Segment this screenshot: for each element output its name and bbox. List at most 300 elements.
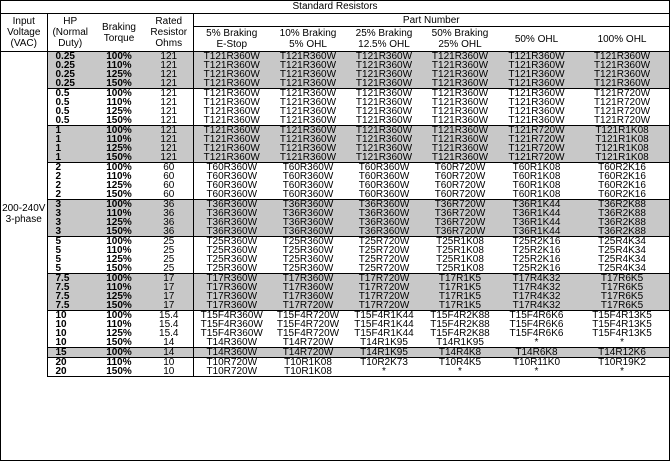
part-number-cell: T60R360W (270, 190, 346, 200)
braking-torque-cell: 110% (106, 172, 132, 181)
part-number-cell: T17R6K5 (575, 274, 669, 284)
part-number-cell: T17R720W (346, 292, 422, 301)
part-number-cell: T14R1K95 (346, 348, 422, 358)
table-row (1, 116, 669, 126)
part-number-cell: T17R720W (346, 274, 422, 284)
table-row (1, 246, 669, 255)
hp-cell: 15 (47, 348, 93, 358)
table-row (1, 274, 669, 284)
part-number-cell: T60R360W (193, 190, 270, 200)
braking-torque-cell: 100% (106, 162, 132, 172)
part-number-cell: T14R4K8 (422, 348, 498, 358)
part-number-cell: T121R360W (193, 153, 270, 163)
part-number-cell: T17R4K32 (498, 283, 575, 292)
part-number-cell: T10R1K08 (270, 367, 346, 377)
table-row (1, 311, 669, 321)
braking-torque-cell: 100% (106, 236, 132, 246)
table-row (1, 153, 669, 163)
table-row (1, 98, 669, 107)
part-number-cell: T121R360W (575, 61, 669, 70)
table-row (1, 172, 669, 181)
part-number-cell: T17R6K5 (575, 292, 669, 301)
part-number-cell: T121R360W (498, 70, 575, 79)
braking-torque-cell: 125% (93, 144, 145, 153)
part-number-cell: T36R2K88 (575, 209, 669, 218)
part-number-cell: T36R1K44 (498, 218, 575, 227)
braking-torque-cell: 100% (106, 310, 132, 320)
table-row (1, 209, 669, 218)
rated-ohms-cell: 121 (145, 135, 193, 144)
braking-torque-cell: 110% (93, 135, 145, 144)
rated-ohms-cell: 17 (145, 274, 193, 284)
table-row (1, 107, 669, 116)
braking-torque-cell: 110% (93, 61, 145, 70)
braking-torque-cell: 110% (93, 209, 145, 218)
part-number-cell: T121R360W (431, 107, 489, 116)
rated-ohms-cell: 25 (145, 246, 193, 255)
hp-cell: 0.5 (55, 107, 70, 116)
part-number-cell: T15F4R6K6 (509, 329, 564, 338)
rated-ohms-cell: 14 (145, 338, 193, 348)
part-number-cell: T17R360W (193, 292, 270, 301)
part-number-cell: T60R1K08 (512, 162, 561, 172)
hp-cell: 20 (55, 357, 67, 367)
braking-torque-cell: 100% (93, 52, 145, 62)
part-number-cell: T121R360W (270, 153, 346, 163)
part-number-cell: T14R12K6 (575, 348, 669, 358)
rated-ohms-cell: 36 (145, 218, 193, 227)
part-number-cell: T60R720W (422, 190, 498, 200)
part-column-header: 25% Braking 12.5% OHL (346, 27, 422, 52)
part-number-cell: T25R4K34 (598, 236, 646, 246)
part-number-cell: T17R1K5 (422, 283, 498, 292)
part-number-cell: T25R360W (270, 264, 346, 274)
part-number-cell: T36R360W (346, 218, 422, 227)
part-number-cell: T36R360W (346, 227, 422, 237)
hp-cell: 5 (55, 255, 62, 264)
rated-ohms-cell: 10 (145, 358, 193, 368)
part-number-cell: T36R360W (270, 227, 346, 237)
rated-ohms-cell: 25 (145, 264, 193, 274)
part-number-cell: T60R360W (206, 181, 258, 190)
table-row (1, 348, 669, 358)
hp-cell: 2 (55, 162, 62, 172)
part-number-cell: T121R360W (575, 70, 669, 79)
part-number-cell: T36R360W (346, 200, 422, 210)
hp-cell: 0.5 (55, 88, 70, 98)
rated-ohms-cell: 10 (145, 367, 193, 377)
braking-torque-cell: 125% (106, 329, 132, 338)
part-number-cell: T60R2K16 (598, 181, 646, 190)
part-number-cell: T36R1K44 (498, 200, 575, 210)
table-row (1, 237, 669, 247)
part-number-cell: T121R360W (498, 52, 575, 62)
braking-torque-cell: 100% (106, 88, 132, 98)
part-number-cell: T10R19K2 (598, 357, 646, 367)
part-number-cell: T60R360W (358, 172, 410, 181)
braking-torque-cell: 100% (93, 274, 145, 284)
part-number-cell: T36R2K88 (575, 218, 669, 227)
part-number-cell: T36R360W (193, 209, 270, 218)
part-number-cell: T121R360W (346, 144, 422, 153)
part-number-cell: T121R360W (575, 52, 669, 62)
part-number-cell: T10R720W (193, 367, 270, 377)
part-number-cell: T121R720W (575, 116, 669, 126)
braking-torque-cell: 125% (93, 218, 145, 227)
part-number-cell: T36R360W (193, 227, 270, 237)
hp-cell: 7.5 (47, 283, 93, 292)
part-number-cell: T17R720W (346, 301, 422, 311)
hp-cell: 1 (47, 135, 93, 144)
table-row (1, 52, 669, 62)
part-number-cell: T121R1K08 (575, 153, 669, 163)
hp-cell: 10 (47, 338, 93, 348)
hp-cell: 0.25 (47, 61, 93, 70)
part-column-header: 5% Braking E-Stop (193, 27, 270, 52)
part-number-cell: T121R360W (270, 116, 346, 126)
part-number-cell: T25R4K34 (598, 255, 646, 264)
table-row (1, 135, 669, 144)
part-number-cell: T36R720W (422, 227, 498, 237)
table-row (1, 338, 669, 348)
part-number-cell: T60R360W (346, 190, 422, 200)
part-number-cell: T17R360W (193, 274, 270, 284)
part-number-cell: T15F4R360W (200, 320, 263, 329)
part-number-cell: T17R4K32 (498, 301, 575, 311)
hp-cell: 0.5 (47, 116, 93, 126)
rated-ohms-cell: 121 (145, 52, 193, 62)
part-number-cell: T14R720W (270, 348, 346, 358)
part-number-cell: T25R1K08 (422, 264, 498, 274)
part-number-cell: T17R360W (270, 292, 346, 301)
hp-cell: 2 (55, 181, 62, 190)
part-number-cell: * (575, 338, 669, 348)
part-number-cell: T25R720W (346, 264, 422, 274)
part-number-cell: T10R720W (206, 357, 258, 367)
braking-torque-cell: 110% (93, 283, 145, 292)
part-number-cell: T36R360W (193, 200, 270, 210)
part-number-cell: T15F4R6K6 (509, 310, 564, 320)
part-number-cell: T121R360W (346, 70, 422, 79)
rated-ohms-cell: 15.4 (145, 311, 193, 321)
part-number-cell: T121R1K08 (575, 135, 669, 144)
hp-cell: 2 (47, 190, 93, 200)
part-number-cell: T121R360W (346, 135, 422, 144)
rated-ohms-cell: 60 (145, 190, 193, 200)
part-number-cell: T15F4R1K44 (354, 320, 414, 329)
part-number-cell: T121R360W (508, 98, 565, 107)
part-number-cell: T121R1K08 (575, 144, 669, 153)
part-number-cell: T60R360W (282, 172, 334, 181)
part-number-cell: T121R360W (346, 52, 422, 62)
rated-ohms-cell: 25 (145, 237, 193, 247)
rated-ohms-cell: 36 (145, 227, 193, 237)
part-number-cell: T121R360W (422, 61, 498, 70)
table-row (1, 367, 669, 377)
part-number-cell: T121R360W (193, 70, 270, 79)
braking-torque-cell: 125% (93, 70, 145, 79)
hp-cell: 0.5 (55, 98, 70, 107)
braking-torque-cell: 100% (93, 126, 145, 136)
hp-cell: 20 (47, 367, 93, 377)
part-number-cell: T121R720W (593, 107, 651, 116)
part-number-cell: T121R360W (422, 126, 498, 136)
rated-ohms-cell: 17 (145, 301, 193, 311)
part-number-cell: T121R360W (270, 79, 346, 89)
part-number-cell: T121R360W (422, 52, 498, 62)
part-number-cell: T36R720W (422, 200, 498, 210)
rated-ohms-cell: 60 (145, 172, 193, 181)
part-number-cell: T121R360W (279, 88, 337, 98)
hp-cell: 1 (47, 144, 93, 153)
part-number-cell: T60R360W (358, 162, 410, 172)
part-column-header: 50% Braking 25% OHL (422, 27, 498, 52)
hp-cell: 10 (55, 310, 67, 320)
part-number-cell: T60R1K08 (512, 181, 561, 190)
part-number-cell: * (498, 367, 575, 377)
part-number-cell: T121R360W (270, 61, 346, 70)
part-number-cell: T14R360W (193, 338, 270, 348)
table-row (1, 181, 669, 190)
part-number-cell: T121R360W (270, 126, 346, 136)
part-number-cell: T121R360W (203, 107, 260, 116)
part-number-cell: T15F4R720W (276, 320, 340, 329)
part-number-cell: * (422, 367, 498, 377)
part-column-header: 50% OHL (498, 27, 575, 52)
braking-torque-cell: 125% (106, 255, 132, 264)
part-number-cell: T121R720W (593, 98, 651, 107)
part-number-header: Part Number (193, 14, 669, 27)
part-number-cell: T36R720W (422, 218, 498, 227)
part-number-cell: T14R360W (193, 348, 270, 358)
part-number-cell: T121R720W (498, 126, 575, 136)
table-row (1, 61, 669, 70)
part-number-cell: T25R360W (206, 255, 258, 264)
part-number-cell: T36R360W (270, 209, 346, 218)
part-number-cell: T25R2K16 (512, 255, 561, 264)
part-number-cell: T121R360W (346, 79, 422, 89)
part-number-cell: T15F4R2K88 (430, 320, 490, 329)
part-number-cell: T14R1K95 (422, 338, 498, 348)
part-number-cell: T60R360W (206, 162, 258, 172)
part-number-cell: T36R360W (346, 209, 422, 218)
part-number-cell: T36R360W (270, 200, 346, 210)
part-number-cell: T121R360W (193, 135, 270, 144)
part-number-cell: T15F4R720W (276, 310, 340, 320)
part-number-cell: T121R360W (193, 144, 270, 153)
part-number-cell: T60R360W (282, 181, 334, 190)
input-voltage-cell: 200-240V 3-phase (1, 52, 47, 377)
braking-torque-cell: 125% (106, 107, 132, 116)
part-number-cell: T15F4R13K5 (592, 310, 652, 320)
part-number-cell: T17R4K32 (498, 292, 575, 301)
part-number-cell: T121R360W (193, 52, 270, 62)
braking-torque-cell: 150% (93, 153, 145, 163)
braking-torque-cell: 125% (93, 292, 145, 301)
part-number-cell: T121R720W (593, 88, 651, 98)
part-number-cell: T17R720W (270, 301, 346, 311)
hp-cell: 7.5 (47, 292, 93, 301)
part-number-cell: T60R1K08 (498, 190, 575, 200)
part-number-cell: T121R720W (498, 153, 575, 163)
part-number-cell: T17R6K5 (575, 301, 669, 311)
input-voltage-header: Input Voltage (VAC) (1, 14, 47, 52)
part-number-cell: T25R1K08 (436, 236, 484, 246)
hp-cell: 1 (47, 153, 93, 163)
part-number-cell: T121R360W (508, 88, 565, 98)
part-number-cell: * (346, 367, 422, 377)
part-number-cell: T121R360W (193, 61, 270, 70)
part-number-cell: T17R720W (346, 283, 422, 292)
table-row (1, 255, 669, 264)
braking-torque-cell: 150% (93, 227, 145, 237)
braking-torque-cell: 125% (106, 181, 132, 190)
table-row (1, 264, 669, 274)
part-number-cell: T25R2K16 (512, 246, 561, 255)
hp-cell: 0.25 (47, 52, 93, 62)
braking-torque-cell: 150% (93, 190, 145, 200)
hp-cell: 0.25 (47, 70, 93, 79)
part-number-cell: T121R360W (422, 116, 498, 126)
braking-torque-cell: 150% (93, 264, 145, 274)
part-number-cell: T36R1K44 (498, 209, 575, 218)
rated-ohms-cell: 121 (145, 144, 193, 153)
part-number-cell: T60R360W (358, 181, 410, 190)
rated-ohms-cell: 15.4 (145, 329, 193, 338)
standard-resistors-table (1, 1, 669, 377)
part-number-cell: T121R360W (346, 153, 422, 163)
part-number-cell: T25R360W (206, 236, 258, 246)
part-number-cell: T60R2K16 (598, 172, 646, 181)
braking-torque-cell: 150% (93, 79, 145, 89)
part-number-cell: T121R360W (498, 61, 575, 70)
part-number-cell: T121R360W (203, 98, 260, 107)
table-row (1, 190, 669, 200)
rated-ohms-cell: 25 (145, 255, 193, 264)
part-number-cell: T17R1K5 (422, 292, 498, 301)
part-number-cell: T121R360W (431, 88, 489, 98)
part-number-cell: T17R360W (270, 283, 346, 292)
rated-ohms-cell: 121 (145, 79, 193, 89)
part-number-cell: * (575, 367, 669, 377)
braking-torque-cell: 100% (93, 348, 145, 358)
part-number-cell: T10R4K5 (438, 357, 482, 367)
hp-cell: 7.5 (47, 301, 93, 311)
part-number-cell: T60R2K16 (598, 162, 646, 172)
part-number-cell: T14R720W (270, 338, 346, 348)
part-number-cell: T121R360W (422, 79, 498, 89)
part-number-cell: T60R720W (434, 172, 486, 181)
table-row (1, 89, 669, 99)
part-number-cell: T15F4R2K88 (430, 329, 490, 338)
hp-cell: 2 (55, 172, 62, 181)
part-number-cell: T121R720W (498, 144, 575, 153)
part-number-cell: T25R720W (358, 246, 410, 255)
table-row (1, 358, 669, 368)
hp-cell: 3 (47, 227, 93, 237)
part-number-cell: T25R360W (282, 236, 334, 246)
rated-ohms-cell: 14 (145, 348, 193, 358)
rated-ohms-cell: 121 (145, 70, 193, 79)
rated-ohms-cell: 36 (145, 200, 193, 210)
part-column-header: 100% OHL (575, 27, 669, 52)
part-number-cell: T121R360W (422, 135, 498, 144)
part-number-cell: T15F4R13K5 (592, 329, 652, 338)
hp-cell: 0.25 (47, 79, 93, 89)
table-row (1, 144, 669, 153)
table-row (1, 200, 669, 210)
part-number-cell: T25R360W (282, 246, 334, 255)
hp-cell: 7.5 (47, 274, 93, 284)
part-number-cell: T17R360W (193, 283, 270, 292)
part-number-cell: T60R720W (434, 181, 486, 190)
part-number-cell: T10R1K08 (284, 357, 332, 367)
part-number-cell: T121R360W (508, 107, 565, 116)
part-number-cell: T17R360W (270, 274, 346, 284)
hp-cell: 5 (55, 246, 62, 255)
hp-cell: 3 (47, 200, 93, 210)
part-number-cell: T36R360W (270, 218, 346, 227)
part-number-cell: T121R360W (346, 116, 422, 126)
table-row (1, 126, 669, 136)
braking-torque-cell: 100% (93, 200, 145, 210)
part-number-cell: T121R360W (422, 153, 498, 163)
part-number-cell: T36R360W (193, 218, 270, 227)
part-number-cell: T17R4K32 (498, 274, 575, 284)
braking-torque-cell: 150% (93, 116, 145, 126)
rated-ohms-cell: 121 (145, 126, 193, 136)
rated-ohms-cell: 121 (145, 153, 193, 163)
table-row (1, 163, 669, 173)
table-row (1, 329, 669, 338)
table-row (1, 292, 669, 301)
rated-ohms-cell: 60 (145, 163, 193, 173)
part-number-cell: T15F4R6K6 (509, 320, 564, 329)
table-row (1, 320, 669, 329)
table-row (1, 79, 669, 89)
part-number-cell: T17R1K5 (422, 301, 498, 311)
part-number-cell: T36R2K88 (575, 227, 669, 237)
part-number-cell: T121R360W (422, 144, 498, 153)
hp-cell: 10 (55, 329, 67, 338)
part-number-cell: T36R720W (422, 209, 498, 218)
part-number-cell: T14R6K8 (498, 348, 575, 358)
part-column-header: 10% Braking 5% OHL (270, 27, 346, 52)
part-number-cell: T25R360W (282, 255, 334, 264)
braking-torque-cell: 110% (106, 357, 132, 367)
braking-torque-cell: 150% (93, 367, 145, 377)
braking-torque-cell: 150% (93, 301, 145, 311)
part-number-cell: T121R360W (193, 126, 270, 136)
braking-torque-header: Braking Torque (93, 14, 145, 52)
part-number-cell: T25R2K16 (512, 236, 561, 246)
part-number-cell: T121R360W (270, 70, 346, 79)
rated-ohms-cell: 121 (145, 61, 193, 70)
part-number-cell: T25R720W (358, 255, 410, 264)
part-number-cell: T10R2K73 (360, 357, 408, 367)
part-number-cell: T15F4R13K5 (592, 320, 652, 329)
part-number-cell: T25R2K16 (498, 264, 575, 274)
table-row (1, 218, 669, 227)
part-number-cell: T15F4R720W (276, 329, 340, 338)
hp-cell: 5 (47, 264, 93, 274)
hp-cell: 1 (47, 126, 93, 136)
part-number-cell: T121R1K08 (575, 126, 669, 136)
part-number-cell: T121R360W (355, 107, 413, 116)
rated-ohms-cell: 121 (145, 98, 193, 107)
rated-ohms-cell: 17 (145, 283, 193, 292)
part-number-cell: T121R360W (431, 98, 489, 107)
